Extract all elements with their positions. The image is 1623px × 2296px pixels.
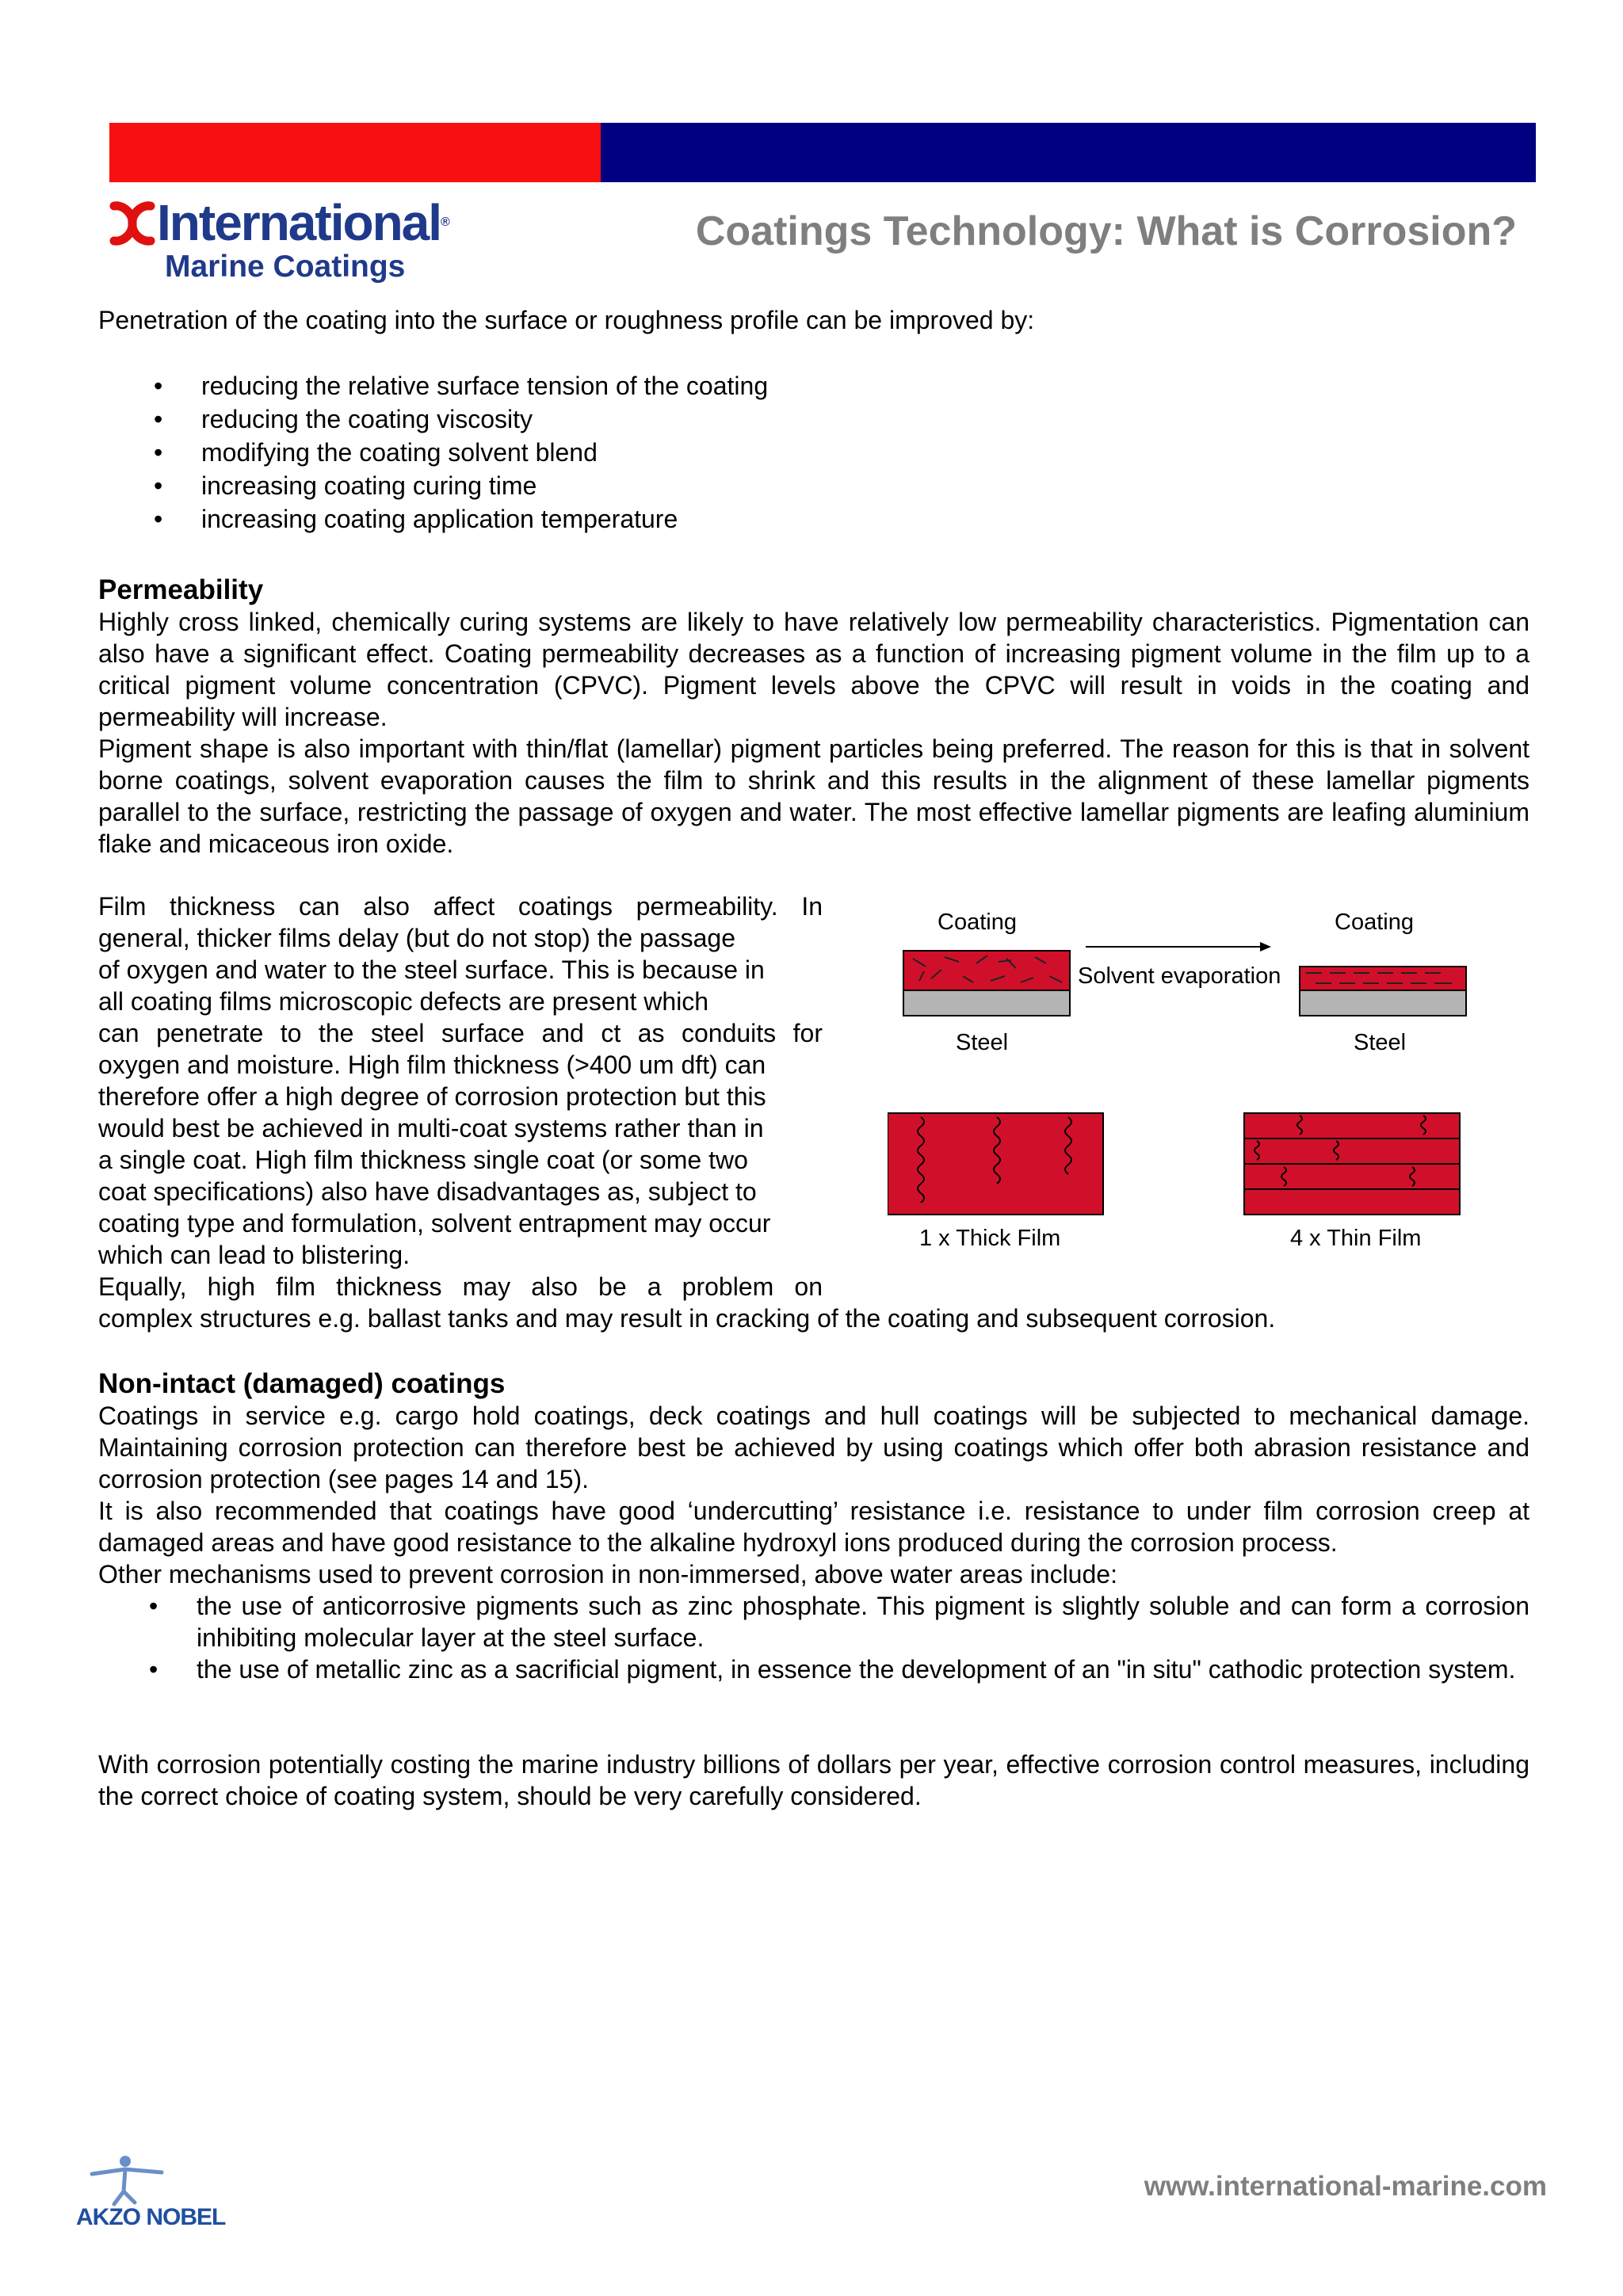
- bullet-icon: •: [149, 1592, 158, 1620]
- brand-name: International®: [157, 194, 450, 251]
- intro-text: Penetration of the coating into the surface or roughness profile can be improved by:: [98, 306, 1035, 334]
- permeability-paragraph-1: Highly cross linked, chemically curing systems are likely to have relatively low permeability characteristics. Pigmentation can also have a significant effect. Coating permeability decreases as a function of increasing pigment volume in the film up to a critical pigment volume concentration (CPVC). Pigment levels above the CPVC will result in voids in the coating and permeability will increase.: [98, 608, 1529, 731]
- thin-film-label: 4 x Thin Film: [1290, 1226, 1422, 1251]
- steel-label-left: Steel: [956, 1030, 1009, 1055]
- akzo-figure-icon: [76, 2152, 179, 2207]
- coating-label-left: Coating: [938, 910, 1017, 935]
- coating-label-right: Coating: [1335, 910, 1414, 935]
- list-item: • increasing coating curing time: [98, 469, 768, 502]
- text-line: would best be achieved in multi-coat systems rather than in: [98, 1114, 764, 1142]
- coating-diagram: [888, 903, 1482, 1268]
- damaged-paragraph-1: Coatings in service e.g. cargo hold coatings, deck coatings and hull coatings will be subjected to mechanical damage. Maintaining corrosion protection can therefore best be achieved by using coatings which offer both abrasion resistance and corrosion protection (see pages 14 and 15).: [98, 1402, 1529, 1493]
- text-line: Equally, high film thickness may also be a problem on: [98, 1272, 823, 1301]
- brand-subtitle: Marine Coatings: [165, 250, 406, 284]
- text-line: oxygen and moisture. High film thickness (>400 um dft) can: [98, 1051, 766, 1079]
- thick-film-label: 1 x Thick Film: [919, 1226, 1061, 1251]
- coating-layer-right: [1300, 967, 1466, 990]
- damaged-paragraph-3: Other mechanisms used to prevent corrosion in non-immersed, above water areas include:: [98, 1560, 1117, 1589]
- text-line: which can lead to blistering.: [98, 1241, 411, 1269]
- international-logo: [109, 195, 506, 290]
- steel-layer-right: [1300, 990, 1466, 1016]
- akzo-nobel-wordmark: AKZO NOBEL: [76, 2204, 226, 2230]
- improvement-list: [98, 369, 768, 536]
- footer-website: www.international-marine.com: [1144, 2171, 1547, 2202]
- text-line: coat specifications) also have disadvantages as, subject to: [98, 1177, 757, 1206]
- header-bar-red: [109, 123, 601, 182]
- akzo-nobel-logo: [76, 2152, 235, 2239]
- bullet-icon: •: [154, 471, 163, 500]
- bullet-icon: •: [149, 1655, 158, 1684]
- damaged-paragraph-2: It is also recommended that coatings have good ‘undercutting’ resistance i.e. resistance to under film corrosion creep at damaged areas and have good resistance to the alkaline hydroxyl ions produced during the corrosion process.: [98, 1497, 1529, 1557]
- bullet-icon: •: [154, 372, 163, 400]
- text-line: therefore offer a high degree of corrosion protection but this: [98, 1082, 766, 1111]
- section-heading-damaged: Non-intact (damaged) coatings: [98, 1368, 506, 1399]
- text-line: complex structures e.g. ballast tanks and may result in cracking of the coating and subsequent corrosion.: [98, 1304, 1276, 1333]
- bullet-icon: •: [154, 505, 163, 533]
- arrow-head-icon: [1260, 942, 1271, 952]
- header-color-bar: [109, 123, 1536, 182]
- bullet-icon: •: [154, 405, 163, 433]
- list-item: • reducing the coating viscosity: [98, 402, 768, 436]
- solvent-evaporation-label: Solvent evaporation: [1078, 963, 1281, 989]
- mechanism-list: [98, 1590, 1529, 1685]
- steel-label-right: Steel: [1354, 1030, 1407, 1055]
- text-line: coating type and formulation, solvent entrapment may occur: [98, 1209, 771, 1238]
- text-line: all coating films microscopic defects are present which: [98, 987, 709, 1016]
- permeability-paragraph-2: Pigment shape is also important with thin/flat (lamellar) pigment particles being preferred. The reason for this is that in solvent borne coatings, solvent evaporation causes the film to shrink and this results in the alignment of these lamellar pigments parallel to the surface, restricting the passage of oxygen and water. The most effective lamellar pigments are leafing aluminium flake and micaceous iron oxide.: [98, 734, 1529, 858]
- thin-film-stack: [1244, 1113, 1460, 1215]
- header-bar-navy: [601, 123, 1536, 182]
- text-line: Film thickness can also affect coatings permeability. In: [98, 892, 823, 921]
- list-item: • the use of anticorrosive pigments such as zinc phosphate. This pigment is slightly soluble and can form a corrosion inhibiting molecular layer at the steel surface.: [149, 1592, 1529, 1652]
- text-line: can penetrate to the steel surface and ct as conduits for: [98, 1019, 823, 1047]
- list-item: • the use of metallic zinc as a sacrificial pigment, in essence the development of an "in situ" cathodic protection system.: [149, 1655, 1516, 1684]
- closing-paragraph: With corrosion potentially costing the marine industry billions of dollars per year, effective corrosion control measures, including the correct choice of coating system, should be very carefully considered.: [98, 1750, 1529, 1810]
- list-item: • increasing coating application temperature: [98, 502, 768, 536]
- text-line: general, thicker films delay (but do not stop) the passage: [98, 924, 735, 952]
- steel-layer-left: [903, 990, 1070, 1016]
- section-heading-permeability: Permeability: [98, 574, 264, 605]
- brand-x-icon: [109, 201, 155, 246]
- page-title: Coatings Technology: What is Corrosion?: [695, 208, 1517, 254]
- text-line: of oxygen and water to the steel surface. This is because in: [98, 955, 765, 984]
- list-item: • reducing the relative surface tension of the coating: [98, 369, 768, 402]
- list-item: • modifying the coating solvent blend: [98, 436, 768, 469]
- bullet-icon: •: [154, 438, 163, 467]
- text-line: a single coat. High film thickness single coat (or some two: [98, 1146, 748, 1174]
- coating-diagram-graphic: [888, 903, 1482, 1268]
